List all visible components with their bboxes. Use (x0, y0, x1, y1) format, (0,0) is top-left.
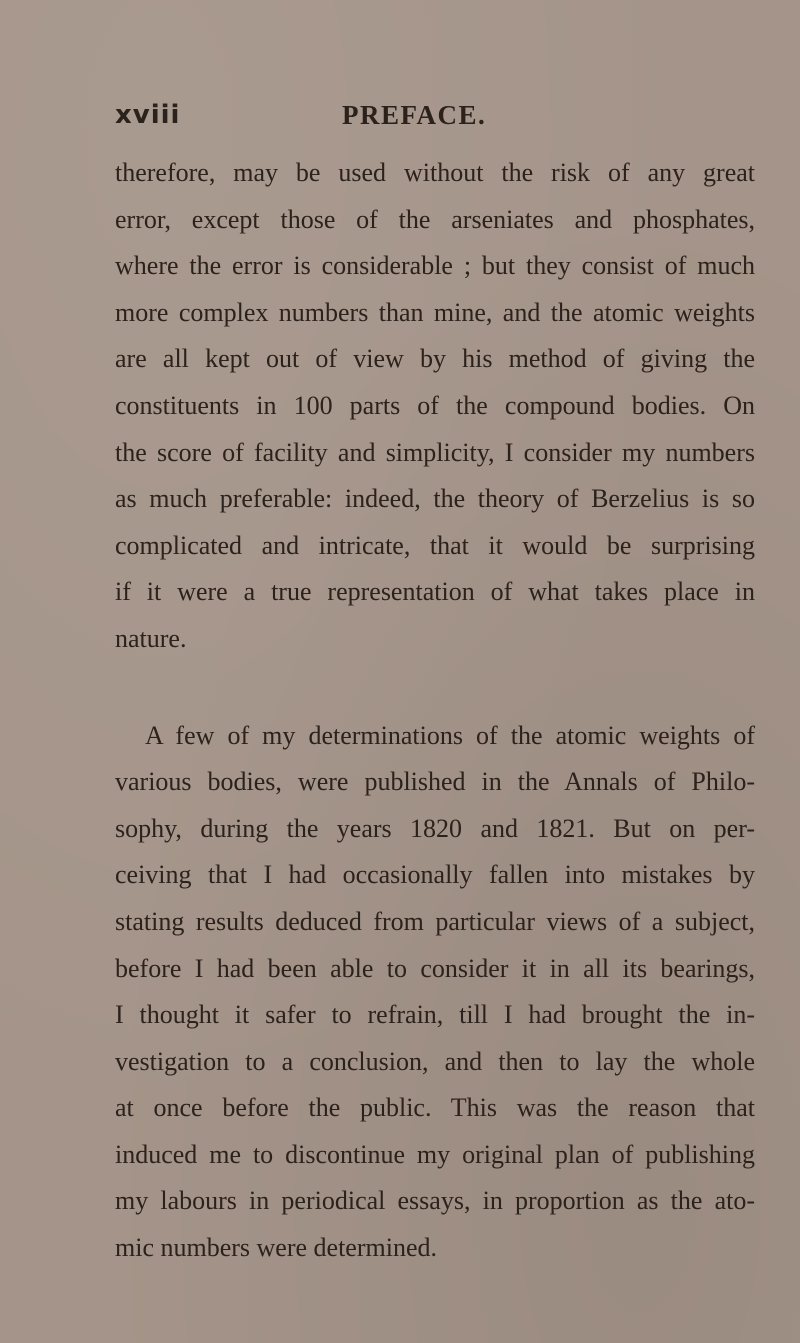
text-line: more complex numbers than mine, and the atomic weights (115, 297, 755, 327)
text-line: where the error is considerable ; but they consist of much (115, 251, 755, 281)
text-line: therefore, may be used without the risk of any great (115, 158, 755, 187)
text-line: vestigation to a conclusion, and then to lay the whole (115, 1046, 755, 1076)
text-line: at once before the public. This was the reason that (115, 1093, 755, 1123)
text-line: before I had been able to consider it in all its bearings, (115, 953, 755, 983)
page-header (115, 100, 755, 136)
text-line: as much preferable: indeed, the theory of Berzelius is so (115, 484, 755, 514)
page-number: xviii (115, 100, 181, 130)
text-line: constituents in 100 parts of the compound bodies. On (115, 390, 755, 420)
text-line: various bodies, were published in the Annals of Philo- (115, 767, 755, 797)
text-line: nature. (115, 623, 187, 653)
text-line: my labours in periodical essays, in proportion as the ato- (115, 1186, 755, 1216)
text-line: mic numbers were determined. (115, 1233, 437, 1263)
body-text (115, 150, 755, 1272)
paragraph-2 (115, 713, 755, 1272)
text-line: the score of facility and simplicity, I consider my numbers (115, 437, 755, 467)
text-line: ceiving that I had occasionally fallen into mistakes by (115, 860, 755, 890)
text-line: error, except those of the arseniates and phosphates, (115, 204, 755, 234)
text-line: induced me to discontinue my original plan of publishing (115, 1139, 755, 1169)
running-head: PREFACE. (342, 100, 487, 130)
text-line: I thought it safer to refrain, till I had brought the in- (115, 1000, 755, 1030)
paragraph-gap (115, 663, 755, 713)
text-line: A few of my determinations of the atomic weights of (145, 720, 755, 750)
text-line: sophy, during the years 1820 and 1821. But on per- (115, 813, 755, 843)
text-line: if it were a true representation of what takes place in (115, 577, 755, 607)
text-line: stating results deduced from particular views of a subject, (115, 906, 755, 936)
text-line: complicated and intricate, that it would be surprising (115, 530, 755, 560)
text-line: are all kept out of view by his method of giving the (115, 344, 755, 374)
paragraph-1 (115, 150, 755, 663)
